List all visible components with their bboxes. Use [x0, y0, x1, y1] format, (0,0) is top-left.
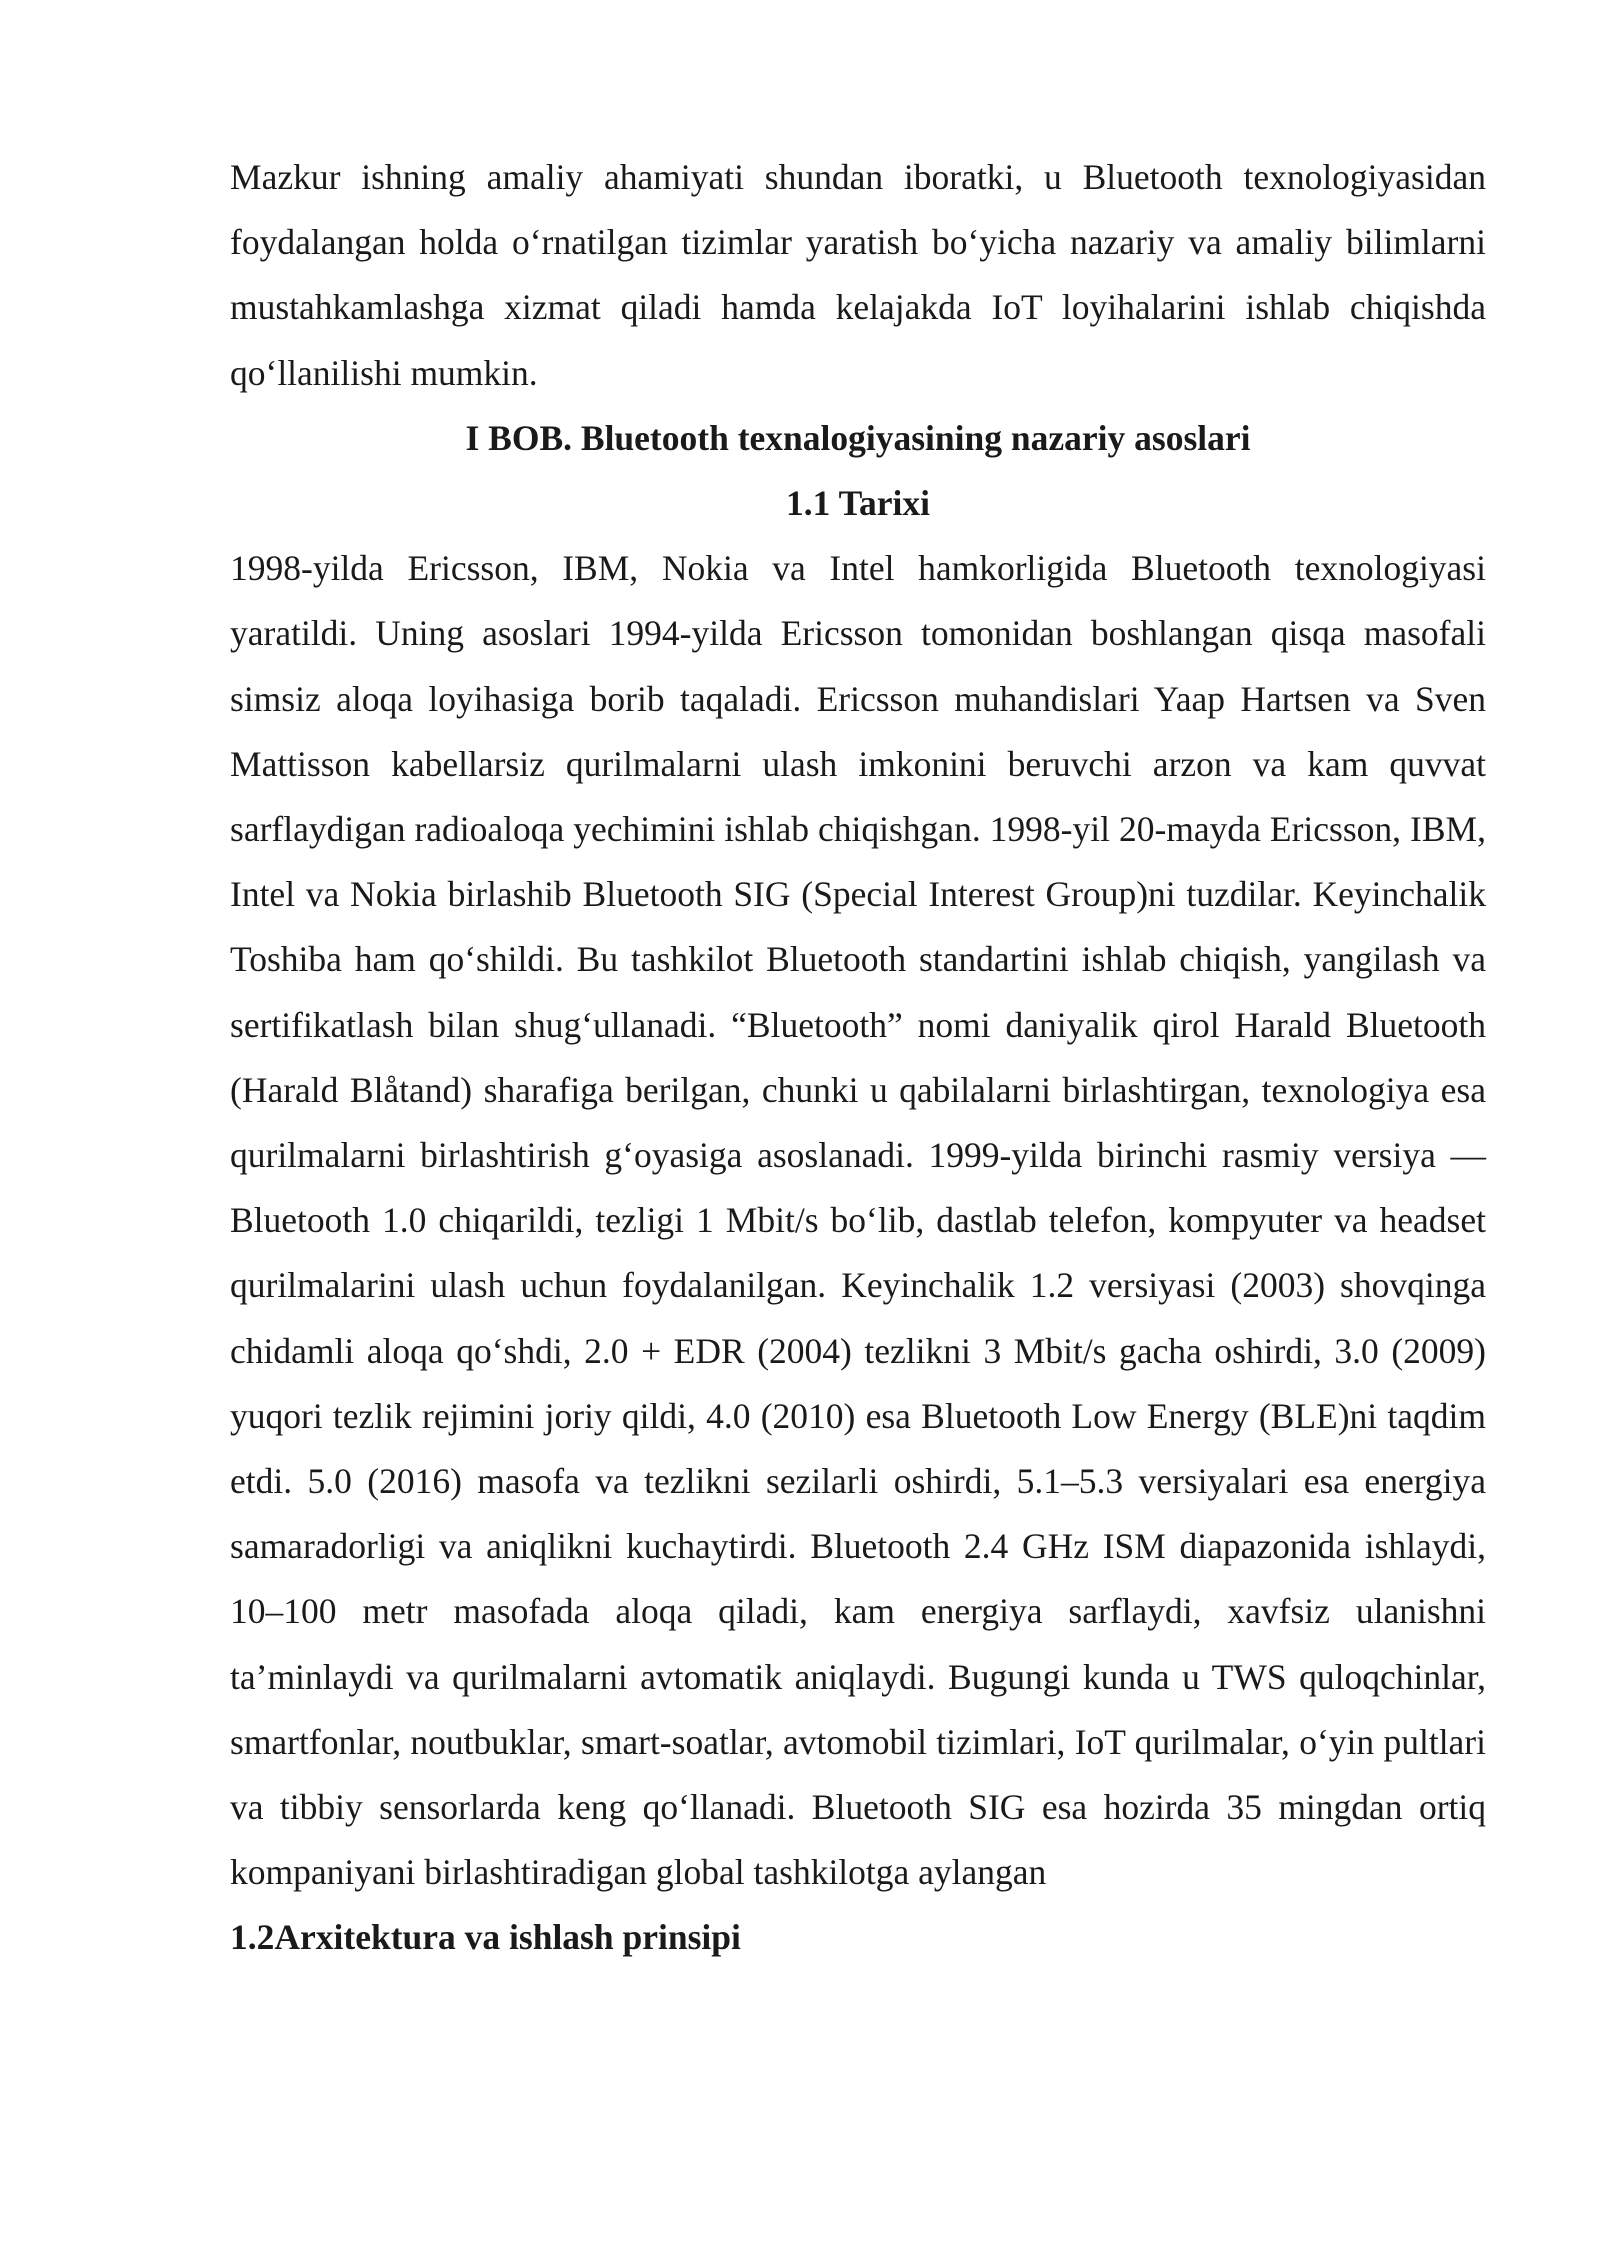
intro-paragraph: Mazkur ishning amaliy ahamiyati shundan iboratki, u Bluetooth texnologiyasidan foydalangan holda o‘rnatilgan tizimlar yaratish bo‘yicha nazariy va amaliy bilimlarni mustahkamlashga xizmat qiladi hamda kelajakda IoT loyihalarini ishlab chiqishda qo‘llanilishi mumkin. [230, 157, 1486, 393]
chapter-title: I BOB. Bluetooth texnalogiyasining nazariy asoslari [465, 417, 1251, 458]
section-1-2-title: 1.2Arxitektura va ishlash prinsipi [230, 1917, 741, 1958]
section-1-1-title: 1.1 Tarixi [785, 483, 930, 524]
document-page [230, 145, 1486, 1971]
section-1-1-body: 1998-yilda Ericsson, IBM, Nokia va Intel hamkorligida Bluetooth texnologiyasi yaratildi. Uning asoslari 1994-yilda Ericsson tomonidan boshlangan qisqa masofali simsiz aloqa loyihasiga borib taqaladi. Ericsson muhandislari Yaap Hartsen va Sven Mattisson kabellarsiz qurilmalarni ulash imkonini beruvchi arzon va kam quvvat sarflaydigan radioaloqa yechimini ishlab chiqishgan. 1998-yil 20-mayda Ericsson, IBM, Intel va Nokia birlashib Bluetooth SIG (Special Interest Group)ni tuzdilar. Keyinchalik Toshiba ham qo‘shildi. Bu tashkilot Bluetooth standartini ishlab chiqish, yangilash va sertifikatlash bilan shug‘ullanadi. “Bluetooth” nomi daniyalik qirol Harald Bluetooth (Harald Blåtand) sharafiga berilgan, chunki u qabilalarni birlashtirgan, texnologiya esa qurilmalarni birlashtirish g‘oyasiga asoslanadi. 1999-yilda birinchi rasmiy versiya — Bluetooth 1.0 chiqarildi, tezligi 1 Mbit/s bo‘lib, dastlab telefon, kompyuter va headset qurilmalarini ulash uchun foydalanilgan. Keyinchalik 1.2 versiyasi (2003) shovqinga chidamli aloqa qo‘shdi, 2.0 + EDR (2004) tezlikni 3 Mbit/s gacha oshirdi, 3.0 (2009) yuqori tezlik rejimini joriy qildi, 4.0 (2010) esa Bluetooth Low Energy (BLE)ni taqdim etdi. 5.0 (2016) masofa va tezlikni sezilarli oshirdi, 5.1–5.3 versiyalari esa energiya samaradorligi va aniqlikni kuchaytirdi. Bluetooth 2.4 GHz ISM diapazonida ishlaydi, 10–100 metr masofada aloqa qiladi, kam energiya sarflaydi, xavfsiz ulanishni ta’minlaydi va qurilmalarni avtomatik aniqlaydi. Bugungi kunda u TWS quloqchinlar, smartfonlar, noutbuklar, smart-soatlar, avtomobil tizimlari, IoT qurilmalar, o‘yin pultlari va tibbiy sensorlarda keng qo‘llanadi. Bluetooth SIG esa hozirda 35 mingdan ortiq kompaniyani birlashtiradigan global tashkilotga aylangan [230, 548, 1486, 1893]
